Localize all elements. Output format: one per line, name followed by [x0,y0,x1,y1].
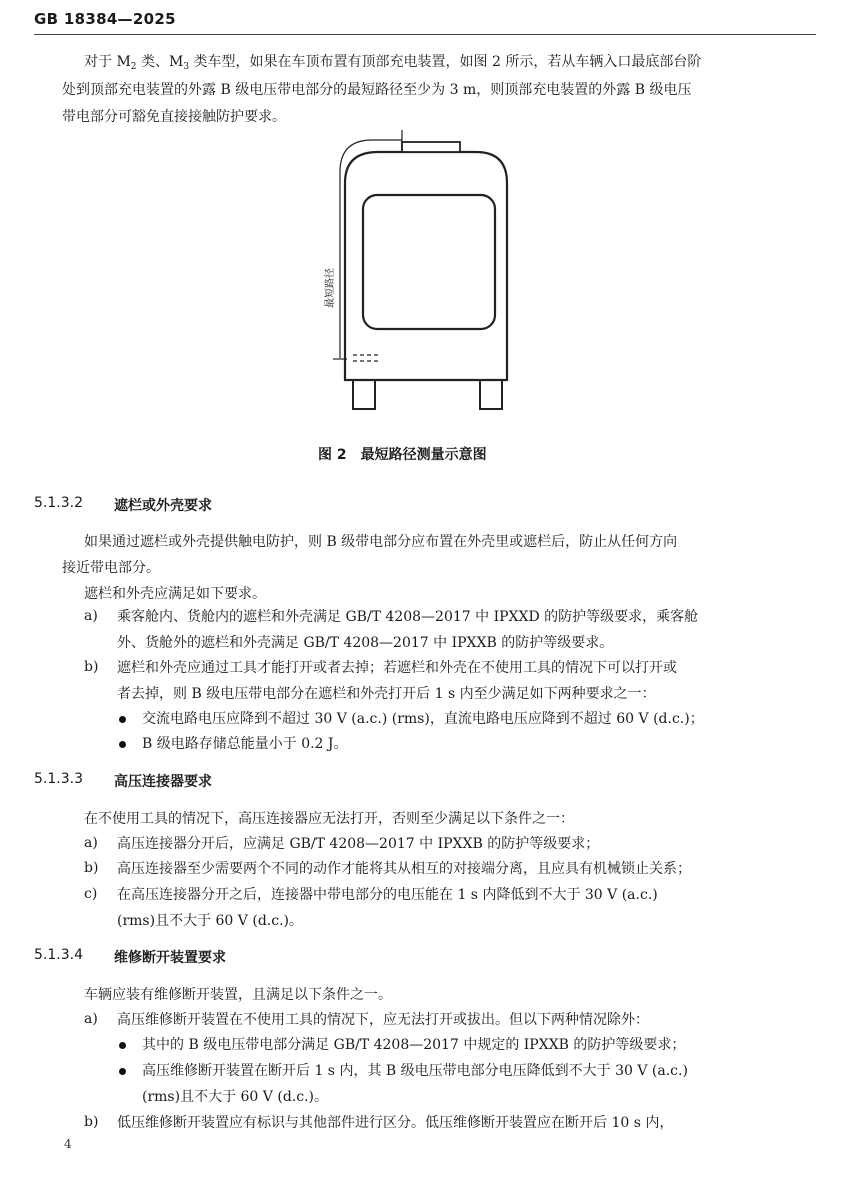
list-item-text: 外、货舱外的遮栏和外壳满足 GB/T 4208—2017 中 IPXXB 的防护等级要求。 [117,635,614,651]
bullet-text: (rms)且不大于 60 V (d.c.)。 [142,1089,328,1105]
bus-wheel-right [480,380,502,409]
list-item-text: 在高压连接器分开之后，连接器中带电部分的电压能在 1 s 内降低到不大于 30 V (a.c.) [117,887,658,903]
bullet-text: B 级电路存储总能量小于 0.2 J。 [142,736,348,752]
bullet-text: 交流电路电压应降到不超过 30 V (a.c.) (rms)，直流电路电压应降到不超过 60 V (d.c.)； [142,711,704,727]
paragraph-line: 接近带电部分。 [62,560,160,576]
list-marker: a) [84,835,98,851]
bullet-text: 其中的 B 级电压带电部分满足 GB/T 4208—2017 中规定的 IPXXB 的防护等级要求； [142,1037,686,1053]
standard-header: GB 18384—2025 [34,10,176,28]
intro-line-1: 对于 $M_2$ 类、$M_3$ 类车型，如果在车顶布置有顶部充电装置，如图 2 所示，若从车辆入口最底部台阶 [84,54,702,72]
shortest-path-line [340,140,402,358]
list-item-text: 高压连接器分开后，应满足 GB/T 4208—2017 中 IPXXB 的防护等级要求； [117,836,600,852]
section-number-5132: 5.1.3.2 [34,495,83,511]
bus-wheel-left [353,380,375,409]
list-marker: c) [84,886,98,902]
paragraph-line: 在不使用工具的情况下，高压连接器应无法打开，否则至少满足以下条件之一： [84,811,574,827]
bus-outline [345,152,507,380]
bullet-icon [119,1042,126,1049]
header-rule [34,34,816,35]
list-item-text: 低压维修断开装置应有标识与其他部件进行区分。低压维修断开装置应在断开后 10 s 内， [117,1115,674,1131]
list-marker: b) [84,860,99,876]
shortest-path-label: 最短路径 [325,268,336,308]
list-item-text: 高压连接器至少需要两个不同的动作才能将其从相互的对接端分离，且应具有机械锁止关系； [117,861,691,877]
intro-line-2: 处到顶部充电装置的外露 B 级电压带电部分的最短路径至少为 3 m，则顶部充电装置的外露 B 级电压 [62,82,692,98]
list-marker: b) [84,659,99,675]
bullet-icon [119,741,126,748]
paragraph-line: 遮栏和外壳应满足如下要求。 [84,586,266,602]
section-title-5133: 高压连接器要求 [114,774,212,790]
section-title-5132: 遮栏或外壳要求 [114,498,212,514]
page-number: 4 [64,1137,72,1151]
paragraph-line: 车辆应装有维修断开装置，且满足以下条件之一。 [84,987,392,1003]
list-marker: b) [84,1114,99,1130]
figure-caption: 图 2 最短路径测量示意图 [318,447,487,463]
list-item-text: 遮栏和外壳应通过工具才能打开或者去掉；若遮栏和外壳在不使用工具的情况下可以打开或 [117,660,677,676]
bus-windshield [363,195,495,329]
list-item-text: 者去掉，则 B 级电压带电部分在遮栏和外壳打开后 1 s 内至少满足如下两种要求之一： [117,686,656,702]
list-marker: a) [84,1011,98,1027]
intro-line-3: 带电部分可豁免直接接触防护要求。 [62,109,286,125]
bus-body [345,152,507,380]
bullet-icon [119,1068,126,1075]
paragraph-line: 如果通过遮栏或外壳提供触电防护，则 B 级带电部分应布置在外壳里或遮栏后，防止从任何方向 [84,534,678,550]
list-item-text: (rms)且不大于 60 V (d.c.)。 [117,913,303,929]
list-marker: a) [84,608,98,624]
section-number-5133: 5.1.3.3 [34,771,83,787]
list-item-text: 乘客舱内、货舱内的遮栏和外壳满足 GB/T 4208—2017 中 IPXXD 的防护等级要求，乘客舱 [117,609,699,625]
section-number-5134: 5.1.3.4 [34,947,83,963]
figure-2-diagram [0,120,846,560]
roof-charging-device [402,142,460,152]
section-title-5134: 维修断开装置要求 [114,950,226,966]
bullet-icon [119,716,126,723]
list-item-text: 高压维修断开装置在不使用工具的情况下，应无法打开或拔出。但以下两种情况除外： [117,1012,649,1028]
bullet-text: 高压维修断开装置在断开后 1 s 内，其 B 级电压带电部分电压降低到不大于 30 V (a.c.) [142,1063,688,1079]
